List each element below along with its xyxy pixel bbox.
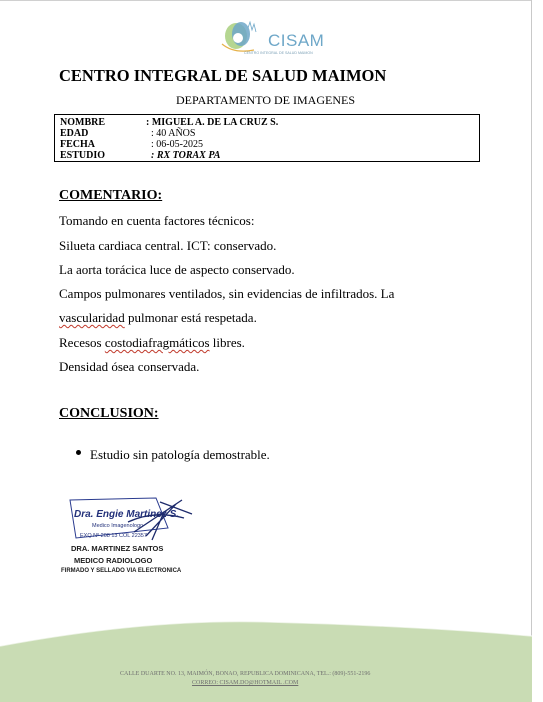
patient-info-box [54,114,480,162]
logo-text: CISAM [268,31,325,50]
stamp-line-2: Medico Imagenologo [92,523,144,529]
center-title: CENTRO INTEGRAL DE SALUD MAIMON [59,66,387,85]
flagged-word-vascularidad: vascularidad [59,310,125,325]
flagged-word-costodiafragmaticos: costodiafragmáticos [104,335,210,350]
comment-line-7: Densidad ósea conservada. [59,359,200,374]
comment-line-5: vascularidad pulmonar está respetada. [59,310,257,325]
stamp-line-3: EXQ Nº 208 13 COL 22357 [80,533,147,539]
conclusion-item: Estudio sin patología demostrable. [90,447,270,462]
footer-wave [0,612,532,702]
info-value-edad: : 40 AÑOS [151,128,196,139]
signature-name: DRA. MARTINEZ SANTOS [71,544,164,553]
comment-line-3: La aorta torácica luce de aspecto conservado. [59,262,295,277]
info-label-estudio: ESTUDIO [60,150,106,161]
footer-email: CORREO: CISAM.DO@HOTMAIL .COM [192,680,299,686]
page-right-border [531,0,532,702]
comment-line-1: Tomando en cuenta factores técnicos: [59,213,255,228]
info-label-edad: EDAD [60,128,89,139]
info-label-fecha: FECHA [60,139,95,150]
comment-line-6: Recesos costodiafragmáticos libres. [59,335,245,350]
logo-subtext: CENTRO INTEGRAL DE SALUD MAIMON [244,51,313,55]
stamp-line-1: Dra. Engie Martinez S. [74,509,180,520]
info-label-nombre: NOMBRE [60,117,105,128]
comment-heading: COMENTARIO: [59,188,163,203]
department-title: DEPARTAMENTO DE IMAGENES [176,93,355,107]
page-top-border [0,0,532,1]
comment-line-2: Silueta cardiaca central. ICT: conservado. [59,238,277,253]
signature-stamp [64,492,196,552]
comment-line-4: Campos pulmonares ventilados, sin evidencias de infiltrados. La [59,286,395,301]
signature-note: FIRMADO Y SELLADO VIA ELECTRONICA [61,568,182,574]
bullet-icon [76,450,81,455]
footer-address: CALLE DUARTE NO. 13, MAIMÓN, BONAO, REPUBLICA DOMINICANA, TEL.: (809)-551-2196 [120,671,371,677]
info-value-estudio: : RX TORAX PA [151,150,221,161]
info-value-nombre: : MIGUEL A. DE LA CRUZ S. [146,117,279,128]
signature-title: MEDICO RADIOLOGO [74,556,153,565]
info-value-fecha: : 06-05-2025 [151,139,203,150]
conclusion-heading: CONCLUSION: [59,406,159,421]
